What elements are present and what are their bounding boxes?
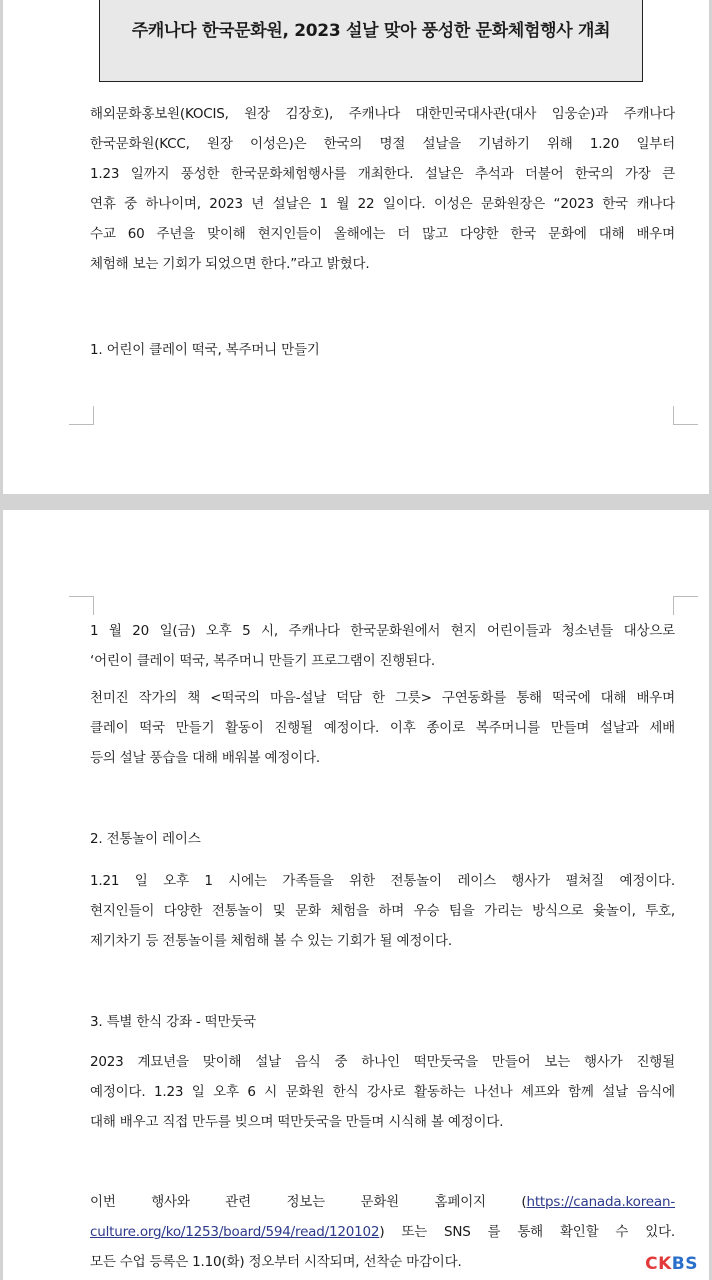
paragraph-line [90,1187,675,1217]
section-3-paragraph [90,1047,675,1137]
paragraph-line: 2023 계묘년을 맞이해 설날 음식 중 하나인 떡만둣국을 만들어 보는 행사가 진행될 [90,1054,675,1070]
paragraph-line: 제기차기 등 전통놀이를 체험해 볼 수 있는 기회가 될 예정이다. [90,933,452,949]
section-2-paragraph [90,866,675,956]
closing-paragraph [90,1187,675,1277]
homepage-link[interactable]: https://canada.korean- [526,1194,675,1210]
closing-text: ) 또는 SNS 를 통해 확인할 수 있다. [379,1224,675,1240]
title-box [99,0,643,82]
paragraph-line: ‘어린이 클레이 떡국, 복주머니 만들기 프로그램이 진행된다. [90,653,436,669]
closing-text: 이번 행사와 관련 정보는 문화원 홈페이지 ( [90,1194,527,1210]
paragraph-line: 예정이다. 1.23 일 오후 6 시 문화원 한식 강사로 활동하는 나선나 셰프와 함께 설날 음식에 [90,1084,675,1100]
page-corner-mark [69,596,94,615]
section-1-paragraph-2 [90,683,675,773]
watermark-part: CK [645,1254,672,1274]
paragraph-line: 1 월 20 일(금) 오후 5 시, 주캐나다 한국문화원에서 현지 어린이들과 청소년들 대상으로 [90,623,675,639]
section-3-heading: 3. 특별 한식 강좌 - 떡만둣국 [90,1014,257,1030]
paragraph-line: 1.21 일 오후 1 시에는 가족들을 위한 전통놀이 레이스 행사가 펼쳐질 예정이다. [90,873,675,889]
homepage-link[interactable]: culture.org/ko/1253/board/594/read/120102 [90,1224,380,1240]
section-1-paragraph-1 [90,616,675,676]
paragraph-line: 대해 배우고 직접 만두를 빚으며 떡만둣국을 만들며 시식해 볼 예정이다. [90,1114,504,1130]
intro-line: 연휴 중 하나이며, 2023 년 설날은 1 월 22 일이다. 이성은 문화원장은 “2023 한국 캐나다 [90,196,675,212]
intro-line: 수교 60 주년을 맞이해 현지인들이 올해에는 더 많고 다양한 한국 문화에 대해 배우며 [90,226,675,242]
page-corner-mark [673,406,698,425]
document-title: 주캐나다 한국문화원, 2023 설날 맞아 풍성한 문화체험행사 개최 [131,21,611,41]
intro-line: 해외문화홍보원(KOCIS, 원장 김장호), 주캐나다 대한민국대사관(대사 임웅순)과 주캐나다 [90,106,675,122]
paragraph-line: 현지인들이 다양한 전통놀이 및 문화 체험을 하며 우승 팀을 가리는 방식으로 윷놀이, 투호, [90,903,675,919]
paragraph-line [90,1217,675,1247]
intro-line: 한국문화원(KCC, 원장 이성은)은 한국의 명절 설날을 기념하기 위해 1.20 일부터 [90,136,675,152]
intro-paragraph [90,99,675,279]
paragraph-line: 등의 설날 풍습을 대해 배워볼 예정이다. [90,750,321,766]
paragraph-line: 모든 수업 등록은 1.10(화) 정오부터 시작되며, 선착순 마감이다. [90,1254,462,1270]
paragraph-line: 클레이 떡국 만들기 활동이 진행될 예정이다. 이후 종이로 복주머니를 만들며 설날과 세배 [90,720,675,736]
intro-line: 1.23 일까지 풍성한 한국문화체험행사를 개최한다. 설날은 추석과 더불어 한국의 가장 큰 [90,166,675,182]
page-corner-mark [69,406,94,425]
watermark-part: BS [671,1254,698,1274]
document-page-2 [3,510,709,1280]
paragraph-line: 천미진 작가의 책 <떡국의 마음-설날 덕담 한 그릇> 구연동화를 통해 떡국에 대해 배우며 [90,690,675,706]
intro-line: 체험해 보는 기회가 되었으면 한다.”라고 밝혔다. [90,256,370,272]
document-page-1 [3,0,709,494]
ckbs-watermark-logo [645,1254,698,1274]
page-corner-mark [673,596,698,615]
section-2-heading: 2. 전통놀이 레이스 [90,831,201,847]
section-1-heading: 1. 어린이 클레이 떡국, 복주머니 만들기 [90,342,320,358]
